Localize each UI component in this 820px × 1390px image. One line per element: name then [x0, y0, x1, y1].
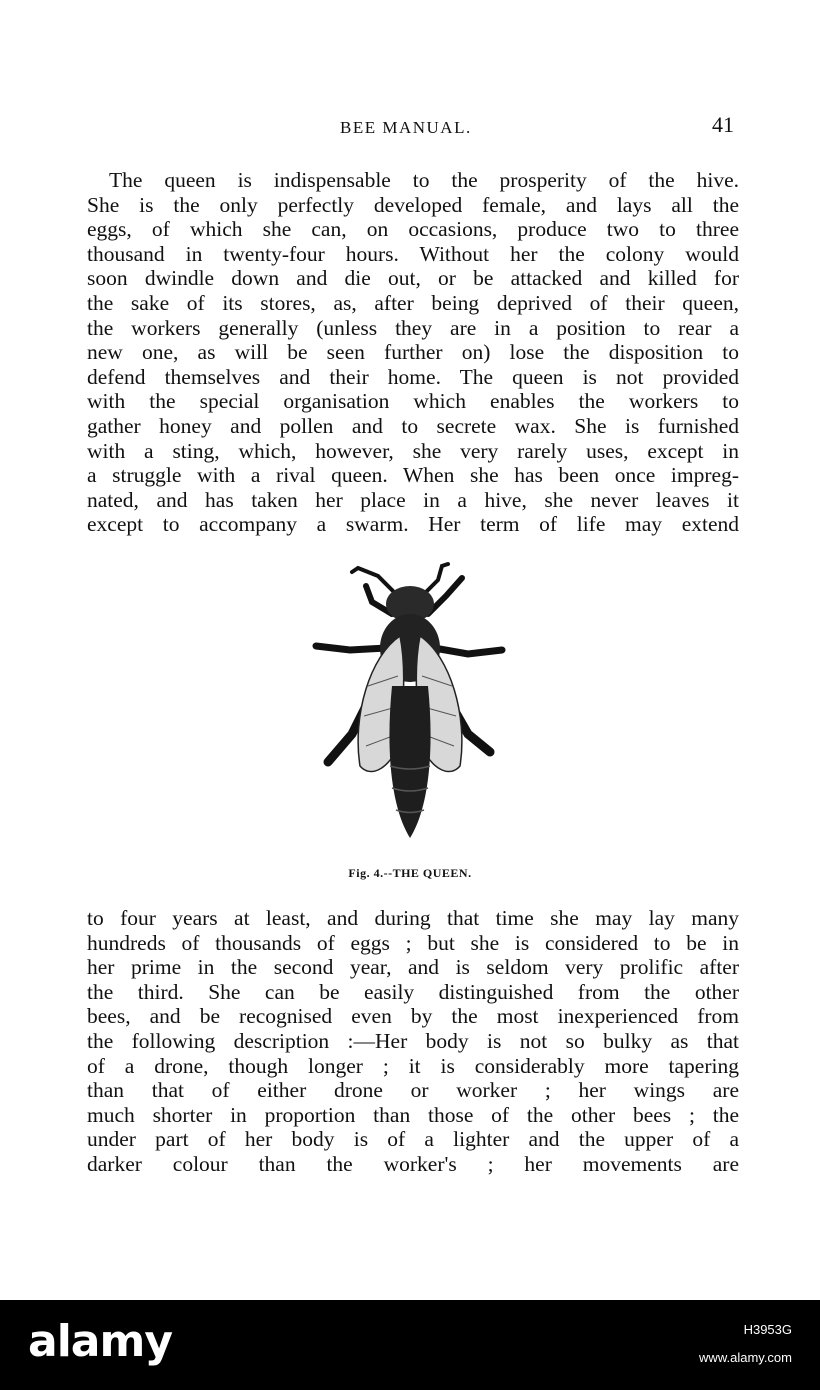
- text-line: the following description :—Her body is not so bulky as that: [87, 1028, 739, 1053]
- text-line: gather honey and pollen and to secrete wax. She is furnished: [87, 413, 739, 438]
- text-line: a struggle with a rival queen. When she has been once impreg-: [87, 463, 739, 488]
- running-title: BEE MANUAL.: [340, 118, 472, 137]
- text-line: The queen is indispensable to the prosperity of the hive.: [109, 168, 739, 192]
- figure-caption: Fig. 4.--THE QUEEN.: [348, 866, 472, 880]
- text-line: with a sting, which, however, she very rarely uses, except in: [87, 438, 739, 463]
- text-line: thousand in twenty-four hours. Without her the colony would: [87, 241, 739, 266]
- text-line: under part of her body is of a lighter and the upper of a: [87, 1127, 739, 1152]
- text-line: her prime in the second year, and is seldom very prolific after: [87, 955, 739, 980]
- text-line: hundreds of thousands of eggs ; but she is considered to be in: [87, 930, 739, 955]
- page-number: 41: [712, 112, 734, 137]
- text-line: except to accompany a swarm. Her term of life may extend: [87, 512, 739, 537]
- text-line: bees, and be recognised even by the most inexperienced from: [87, 1004, 739, 1029]
- text-line: much shorter in proportion than those of the other bees ; the: [87, 1102, 739, 1127]
- text-line: soon dwindle down and die out, or be attacked and killed for: [87, 266, 739, 291]
- text-line: defend themselves and their home. The queen is not provided: [87, 364, 739, 389]
- paragraph-2: [87, 906, 739, 1177]
- text-line: eggs, of which she can, on occasions, produce two to three: [87, 217, 739, 242]
- text-line: darker colour than the worker's ; her movements are: [87, 1151, 739, 1176]
- text-line: than that of either drone or worker ; her wings are: [87, 1078, 739, 1103]
- text-line: new one, as will be seen further on) lose the disposition to: [87, 340, 739, 365]
- image-id: H3953G: [743, 1322, 792, 1337]
- text-line: the sake of its stores, as, after being deprived of their queen,: [87, 290, 739, 315]
- text-line: the workers generally (unless they are in a position to rear a: [87, 315, 739, 340]
- text-line: the third. She can be easily distinguished from the other: [87, 979, 739, 1004]
- text-line: She is the only perfectly developed female, and lays all the: [87, 192, 739, 217]
- paragraph-1: [87, 168, 739, 537]
- text-line: nated, and has taken her place in a hive, she never leaves it: [87, 487, 739, 512]
- text-line: of a drone, though longer ; it is considerably more tapering: [87, 1053, 739, 1078]
- site-url: www.alamy.com: [699, 1350, 792, 1365]
- queen-bee-illustration: [300, 556, 520, 846]
- text-line: with the special organisation which enables the workers to: [87, 389, 739, 414]
- alamy-logo: alamy: [28, 1316, 172, 1367]
- text-line: to four years at least, and during that time she may lay many: [87, 906, 739, 930]
